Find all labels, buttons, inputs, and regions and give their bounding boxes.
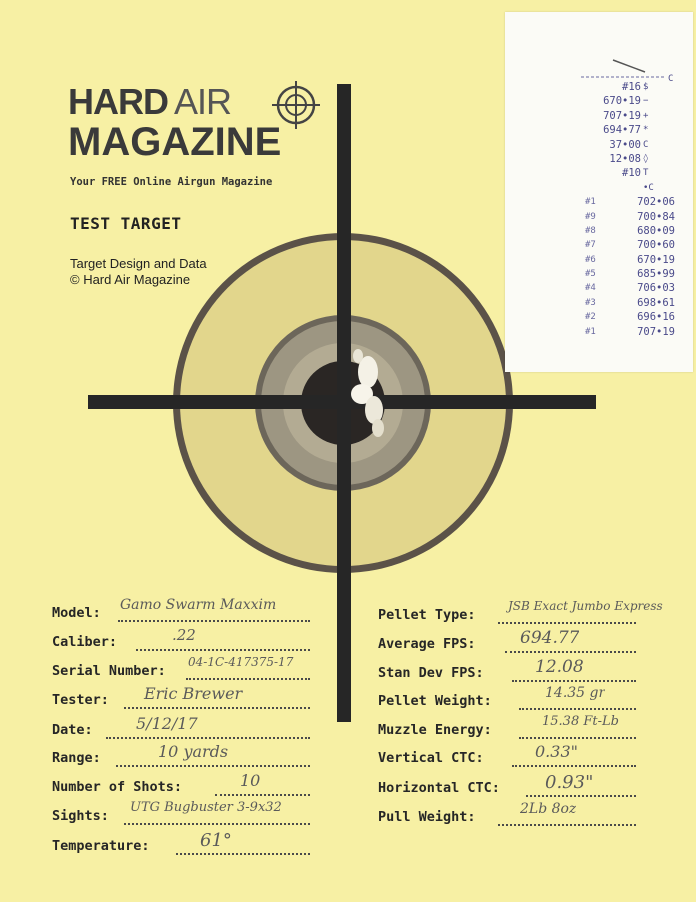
right-field-value: 694.77 <box>520 628 580 648</box>
right-field-label: Muzzle Energy: <box>378 722 492 738</box>
right-field-value: JSB Exact Jumbo Express <box>508 599 663 613</box>
receipt-shot-row <box>505 224 685 238</box>
right-field-line <box>519 708 636 710</box>
left-field-value: Eric Brewer <box>144 684 243 703</box>
left-field-label: Number of Shots: <box>52 779 183 795</box>
receipt-shot-number: #1 <box>585 197 596 208</box>
left-field-value: 61° <box>200 830 232 851</box>
receipt-shot-number: #2 <box>585 312 596 323</box>
receipt-summary-symbol: T <box>643 168 649 179</box>
left-field-label: Tester: <box>52 692 109 708</box>
receipt-summary-symbol: C <box>643 139 649 150</box>
receipt-shot-number: #6 <box>585 254 596 265</box>
left-field-label: Sights: <box>52 808 109 824</box>
right-field-line <box>526 795 636 797</box>
receipt-shot-row <box>505 325 685 339</box>
right-field-line <box>498 622 636 624</box>
receipt-summary-value: 37•00 <box>609 138 641 151</box>
right-field-line <box>512 680 636 682</box>
right-field-line <box>519 737 636 739</box>
right-field-value: 2Lb 8oz <box>520 801 577 817</box>
credit-line-2: © Hard Air Magazine <box>70 272 191 287</box>
receipt-summary-value: 670•19 <box>603 95 641 108</box>
right-field-value: 14.35 gr <box>545 685 606 701</box>
receipt-shot-velocity: 670•19 <box>637 253 675 266</box>
left-field-label: Date: <box>52 722 93 738</box>
receipt-summary-symbol: − <box>643 96 649 107</box>
right-field-value: 0.93" <box>545 772 594 793</box>
receipt-summary-symbol: ◊ <box>643 153 649 164</box>
left-field-value: .22 <box>172 626 196 644</box>
svg-text:C: C <box>668 74 674 84</box>
receipt-shot-velocity: 700•84 <box>637 210 675 223</box>
receipt-summary-value: #16 <box>622 81 641 93</box>
left-field-value: 5/12/17 <box>136 714 198 733</box>
right-field-label: Stan Dev FPS: <box>378 665 484 681</box>
left-field-value: 10 <box>240 771 261 790</box>
left-field-value: Gamo Swarm Maxxim <box>120 597 277 613</box>
receipt-summary-value: 12•08 <box>609 152 641 165</box>
left-field-label: Range: <box>52 750 101 766</box>
receipt-summary-row <box>505 138 685 152</box>
receipt-shot-row <box>505 253 685 267</box>
receipt-shot-velocity: 706•03 <box>637 282 675 295</box>
left-field-label: Model: <box>52 605 101 621</box>
magazine-logo <box>68 81 282 164</box>
logo-magazine: MAGAZINE <box>68 120 282 164</box>
receipt-shot-row <box>505 281 685 295</box>
left-field-line <box>176 853 310 855</box>
receipt-shot-number: #7 <box>585 240 596 251</box>
receipt-summary-row <box>505 94 685 108</box>
left-field-line <box>124 823 310 825</box>
receipt-shot-row <box>505 267 685 281</box>
receipt-shot-row <box>505 296 685 310</box>
receipt-shot-number: #5 <box>585 269 596 280</box>
receipt-shot-row <box>505 210 685 224</box>
left-field-line <box>124 707 310 709</box>
receipt-shot-row <box>505 310 685 324</box>
left-field-line <box>116 765 310 767</box>
right-field-value: 12.08 <box>535 657 584 677</box>
right-field-label: Horizontal CTC: <box>378 780 500 796</box>
receipt-summary-value: 694•77 <box>603 124 641 137</box>
left-field-line <box>106 737 310 739</box>
receipt-summary-row <box>505 80 685 94</box>
right-field-value: 0.33" <box>535 742 578 761</box>
receipt-rows <box>505 80 685 339</box>
right-field-label: Pellet Type: <box>378 607 476 623</box>
receipt-shot-velocity: 698•61 <box>637 296 675 309</box>
receipt-summary-symbol: + <box>643 110 649 121</box>
receipt-shot-number: #4 <box>585 283 596 294</box>
right-field-label: Vertical CTC: <box>378 750 484 766</box>
receipt-summary-symbol: •C <box>643 182 654 193</box>
receipt-summary-row <box>505 109 685 123</box>
right-field-value: 15.38 Ft-Lb <box>542 714 619 729</box>
left-field-value: 04-1C-417375-17 <box>188 655 294 669</box>
logo-hard: HARD <box>68 81 168 122</box>
receipt-shot-velocity: 696•16 <box>637 311 675 324</box>
receipt-summary-symbol: * <box>643 125 649 136</box>
right-field-line <box>512 765 636 767</box>
chronograph-receipt <box>505 12 693 372</box>
receipt-shot-row <box>505 238 685 252</box>
receipt-summary-row <box>505 123 685 137</box>
receipt-shot-number: #8 <box>585 225 596 236</box>
right-field-label: Pull Weight: <box>378 809 476 825</box>
receipt-summary-row <box>505 166 685 180</box>
credit-line-1: Target Design and Data <box>70 256 207 271</box>
left-field-line <box>186 678 310 680</box>
right-field-label: Pellet Weight: <box>378 693 492 709</box>
receipt-shot-velocity: 700•60 <box>637 239 675 252</box>
receipt-summary-value: #10 <box>622 167 641 180</box>
receipt-shot-velocity: 707•19 <box>637 325 675 338</box>
receipt-shot-velocity: 702•06 <box>637 196 675 209</box>
left-field-line <box>215 794 310 796</box>
receipt-summary-row <box>505 181 685 195</box>
page-title: TEST TARGET <box>70 214 182 233</box>
receipt-shot-number: #9 <box>585 211 596 222</box>
right-field-line <box>505 651 636 653</box>
receipt-shot-velocity: 685•99 <box>637 268 675 281</box>
receipt-summary-symbol: $ <box>643 82 649 92</box>
left-field-value: UTG Bugbuster 3-9x32 <box>130 800 282 815</box>
right-field-label: Average FPS: <box>378 636 476 652</box>
left-field-line <box>118 620 310 622</box>
crosshair-horizontal <box>88 395 596 409</box>
receipt-shot-number: #1 <box>585 326 596 337</box>
receipt-shot-number: #3 <box>585 297 596 308</box>
receipt-summary-value: 707•19 <box>603 109 641 122</box>
left-field-label: Caliber: <box>52 634 118 650</box>
left-field-value: 10 yards <box>158 742 229 761</box>
receipt-shot-row <box>505 195 685 209</box>
left-field-line <box>136 649 310 651</box>
receipt-summary-row <box>505 152 685 166</box>
design-credit <box>70 256 207 288</box>
logo-air: AIR <box>174 81 232 122</box>
right-field-line <box>498 824 636 826</box>
receipt-shot-velocity: 680•09 <box>637 224 675 237</box>
left-field-label: Serial Number: <box>52 663 166 679</box>
left-field-label: Temperature: <box>52 838 150 854</box>
tagline: Your FREE Online Airgun Magazine <box>70 176 273 188</box>
